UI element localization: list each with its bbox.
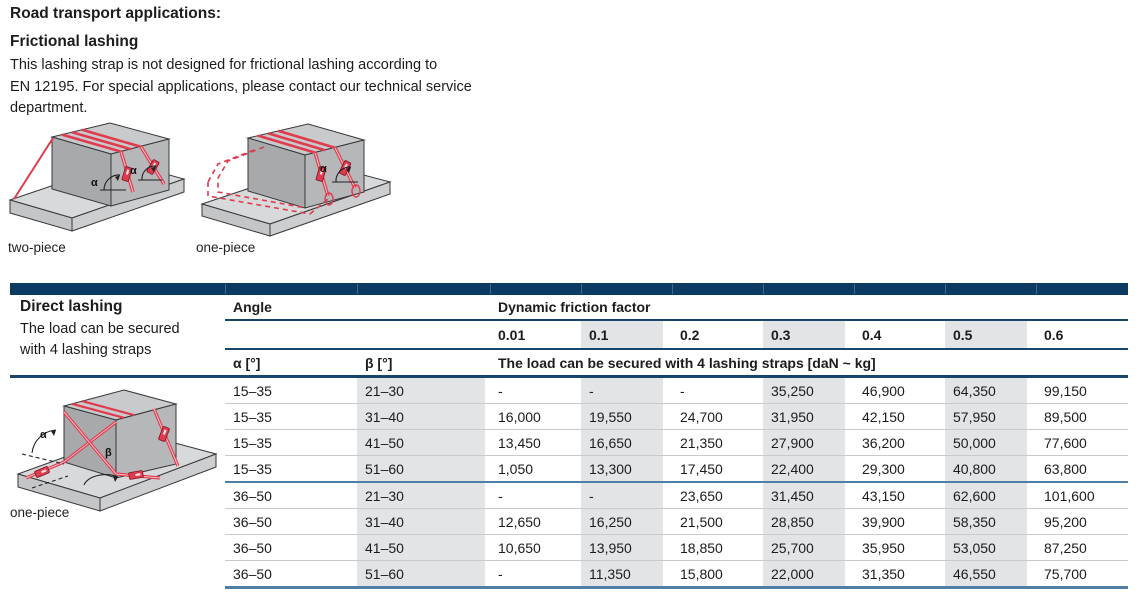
two-piece-caption: two-piece bbox=[8, 240, 66, 255]
page-title: Road transport applications: bbox=[10, 5, 221, 22]
beta-cell: 41–50 bbox=[357, 430, 490, 455]
alpha-cell: 15–35 bbox=[233, 382, 272, 399]
direct-lashing-subtext: with 4 lashing straps bbox=[20, 342, 152, 358]
value-cell: 39,900 bbox=[862, 513, 905, 530]
value-cell: 42,150 bbox=[862, 408, 905, 425]
table-row bbox=[225, 535, 1128, 561]
value-cell: 1,050 bbox=[498, 460, 534, 477]
table-header-bar bbox=[10, 283, 1128, 295]
value-cell: 16,250 bbox=[581, 509, 672, 534]
value-cell: 22,400 bbox=[763, 456, 854, 481]
bar-separator bbox=[490, 284, 491, 294]
direct-lashing-heading: Direct lashing bbox=[20, 298, 123, 315]
value-cell: 31,350 bbox=[862, 565, 905, 582]
value-cell: 31,950 bbox=[763, 404, 854, 429]
value-cell: 58,350 bbox=[945, 509, 1036, 534]
alpha-cell: 36–50 bbox=[233, 539, 272, 556]
value-cell: - bbox=[680, 382, 685, 399]
value-cell: 77,600 bbox=[1044, 434, 1087, 451]
column-labels-row bbox=[225, 350, 1128, 378]
value-cell: 62,600 bbox=[945, 483, 1036, 508]
value-cell: 46,900 bbox=[862, 382, 905, 399]
bar-separator bbox=[854, 284, 855, 294]
value-cell: 17,450 bbox=[680, 460, 723, 477]
value-cell: 13,300 bbox=[581, 456, 672, 481]
beta-column-header: β [°] bbox=[365, 354, 393, 371]
value-cell: - bbox=[581, 378, 672, 403]
alpha-label: α bbox=[130, 165, 137, 177]
value-cell: 53,050 bbox=[945, 535, 1036, 560]
beta-cell: 21–30 bbox=[357, 378, 490, 403]
value-cell: 13,450 bbox=[498, 434, 541, 451]
beta-cell: 41–50 bbox=[357, 535, 490, 560]
value-cell: 19,550 bbox=[581, 404, 672, 429]
friction-value-header: 0.4 bbox=[862, 326, 882, 343]
value-cell: 29,300 bbox=[862, 460, 905, 477]
beta-cell: 31–40 bbox=[357, 404, 490, 429]
alpha-label: α bbox=[91, 177, 98, 189]
direct-lashing-diagram bbox=[12, 386, 222, 518]
table-row bbox=[225, 509, 1128, 535]
value-cell: 95,200 bbox=[1044, 513, 1087, 530]
friction-values-row bbox=[225, 321, 1128, 350]
bar-separator bbox=[1036, 284, 1037, 294]
value-cell: 75,700 bbox=[1044, 565, 1087, 582]
value-cell: 57,950 bbox=[945, 404, 1036, 429]
value-cell: 11,350 bbox=[581, 561, 672, 586]
value-cell: 31,450 bbox=[763, 483, 854, 508]
value-cell: 15,800 bbox=[680, 565, 723, 582]
table-row bbox=[225, 561, 1128, 589]
alpha-column-header: α [°] bbox=[233, 354, 261, 371]
bar-separator bbox=[763, 284, 764, 294]
friction-value-header: 0.5 bbox=[945, 321, 1036, 348]
value-cell: 87,250 bbox=[1044, 539, 1087, 556]
sidebar-rule bbox=[10, 375, 225, 378]
alpha-cell: 15–35 bbox=[233, 434, 272, 451]
direct-diagram-caption: one-piece bbox=[10, 505, 70, 520]
value-cell: 23,650 bbox=[680, 487, 723, 504]
value-cell: 35,950 bbox=[862, 539, 905, 556]
direct-lashing-subtext: The load can be secured bbox=[20, 321, 180, 337]
friction-value-header: 0.6 bbox=[1044, 326, 1064, 343]
value-cell: 46,550 bbox=[945, 561, 1036, 586]
alpha-cell: 36–50 bbox=[233, 513, 272, 530]
beta-cell: 31–40 bbox=[357, 509, 490, 534]
one-piece-caption: one-piece bbox=[196, 240, 256, 255]
alpha-label: α bbox=[320, 163, 327, 175]
beta-cell: 51–60 bbox=[357, 456, 490, 481]
table-row bbox=[225, 404, 1128, 430]
alpha-cell: 15–35 bbox=[233, 460, 272, 477]
value-cell: 12,650 bbox=[498, 513, 541, 530]
value-cell: 40,800 bbox=[945, 456, 1036, 481]
value-cell: 64,350 bbox=[945, 378, 1036, 403]
table-row bbox=[225, 378, 1128, 404]
load-span-header: The load can be secured with 4 lashing straps [daN ~ kg] bbox=[498, 354, 876, 371]
paragraph-line: EN 12195. For special applications, please contact our technical service bbox=[10, 78, 472, 95]
table-row bbox=[225, 456, 1128, 483]
one-piece-lashing-diagram bbox=[194, 120, 398, 238]
frictional-lashing-paragraph bbox=[10, 55, 472, 120]
value-cell: - bbox=[581, 483, 672, 508]
value-cell: 18,850 bbox=[680, 539, 723, 556]
alpha-label: α bbox=[40, 429, 47, 441]
value-cell: 25,700 bbox=[763, 535, 854, 560]
dynamic-friction-header: Dynamic friction factor bbox=[498, 299, 651, 315]
angle-column-header: Angle bbox=[233, 299, 272, 315]
table-header-row bbox=[225, 295, 1128, 321]
value-cell: 43,150 bbox=[862, 487, 905, 504]
bar-separator bbox=[357, 284, 358, 294]
value-cell: 13,950 bbox=[581, 535, 672, 560]
value-cell: 35,250 bbox=[763, 378, 854, 403]
value-cell: 24,700 bbox=[680, 408, 723, 425]
bar-separator bbox=[945, 284, 946, 294]
friction-value-header: 0.2 bbox=[680, 326, 700, 343]
bar-separator bbox=[672, 284, 673, 294]
value-cell: 16,000 bbox=[498, 408, 541, 425]
value-cell: 99,150 bbox=[1044, 382, 1087, 399]
alpha-cell: 36–50 bbox=[233, 565, 272, 582]
friction-value-header: 0.01 bbox=[498, 326, 526, 343]
table-row bbox=[225, 430, 1128, 456]
value-cell: - bbox=[498, 487, 503, 504]
friction-value-header: 0.3 bbox=[763, 321, 854, 348]
value-cell: 89,500 bbox=[1044, 408, 1087, 425]
value-cell: 21,500 bbox=[680, 513, 723, 530]
alpha-cell: 15–35 bbox=[233, 408, 272, 425]
empty-cell bbox=[225, 321, 490, 348]
value-cell: 27,900 bbox=[763, 430, 854, 455]
bar-separator bbox=[581, 284, 582, 294]
friction-factor-table bbox=[225, 295, 1128, 589]
value-cell: 36,200 bbox=[862, 434, 905, 451]
value-cell: 101,600 bbox=[1044, 487, 1095, 504]
beta-cell: 21–30 bbox=[357, 483, 490, 508]
value-cell: - bbox=[498, 382, 503, 399]
alpha-cell: 36–50 bbox=[233, 487, 272, 504]
paragraph-line: department. bbox=[10, 100, 88, 116]
value-cell: 50,000 bbox=[945, 430, 1036, 455]
two-piece-lashing-diagram bbox=[6, 122, 190, 236]
value-cell: 16,650 bbox=[581, 430, 672, 455]
bar-separator bbox=[225, 284, 226, 294]
value-cell: 28,850 bbox=[763, 509, 854, 534]
value-cell: 63,800 bbox=[1044, 460, 1087, 477]
value-cell: - bbox=[498, 565, 503, 582]
frictional-lashing-heading: Frictional lashing bbox=[10, 33, 139, 50]
table-row bbox=[225, 483, 1128, 509]
beta-cell: 51–60 bbox=[357, 561, 490, 586]
beta-label: β bbox=[105, 447, 112, 459]
friction-value-header: 0.1 bbox=[581, 321, 672, 348]
paragraph-line: This lashing strap is not designed for frictional lashing according to bbox=[10, 57, 438, 73]
value-cell: 10,650 bbox=[498, 539, 541, 556]
value-cell: 21,350 bbox=[680, 434, 723, 451]
value-cell: 22,000 bbox=[763, 561, 854, 586]
